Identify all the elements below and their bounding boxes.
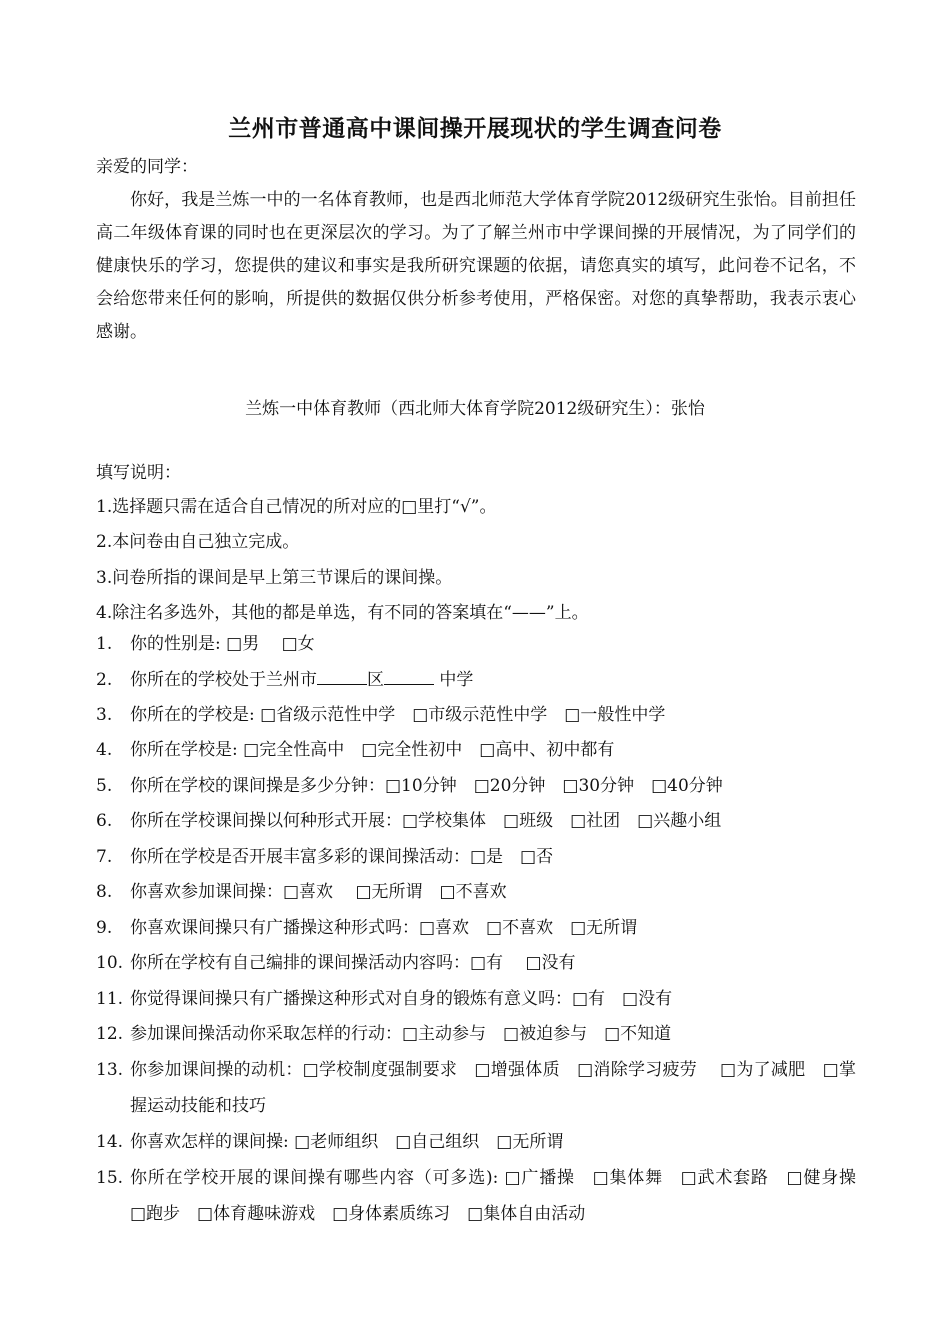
question-text[interactable]: 你所在学校是: □完全性高中 □完全性初中 □高中、初中都有 xyxy=(130,740,615,760)
question-number: 3. xyxy=(96,705,113,725)
district-blank[interactable] xyxy=(317,670,367,685)
question-text[interactable]: 你所在学校的课间操是多少分钟：□10分钟 □20分钟 □30分钟 □40分钟 xyxy=(130,776,723,796)
question-number: 12. xyxy=(96,1024,124,1044)
question-number: 11. xyxy=(96,989,124,1009)
question-13 xyxy=(96,1052,856,1124)
question-8 xyxy=(96,874,856,910)
question-number: 13. xyxy=(96,1060,124,1080)
greeting: 亲爱的同学： xyxy=(96,157,198,177)
question-text[interactable]: 你所在的学校是: □省级示范性中学 □市级示范性中学 □一般性中学 xyxy=(130,705,666,725)
instruction-item: 3.问卷所指的课间是早上第三节课后的课间操。 xyxy=(96,568,453,588)
question-text[interactable]: 你所在学校开展的课间操有哪些内容（可多选): □广播操 □集体舞 □武术套路 □健身操 □跑步 □体育趣味游戏 □身体素质练习 □集体自由活动 xyxy=(130,1168,873,1224)
question-text[interactable]: 你所在学校是否开展丰富多彩的课间操活动：□是 □否 xyxy=(130,847,554,867)
question-9 xyxy=(96,910,856,946)
question-text[interactable]: 你喜欢怎样的课间操: □老师组织 □自己组织 □无所谓 xyxy=(130,1132,564,1152)
question-number: 9. xyxy=(96,918,113,938)
question-14 xyxy=(96,1124,856,1160)
question-10 xyxy=(96,945,856,981)
question-number: 14. xyxy=(96,1132,124,1152)
question-6 xyxy=(96,803,856,839)
signature: 兰炼一中体育教师（西北师大体育学院2012级研究生）：张怡 xyxy=(245,399,705,419)
question-15 xyxy=(96,1160,873,1232)
question-text[interactable]: 参加课间操活动你采取怎样的行动：□主动参与 □被迫参与 □不知道 xyxy=(130,1024,672,1044)
instruction-item: 1.选择题只需在适合自己情况的所对应的□里打“√”。 xyxy=(96,497,497,517)
instruction-item: 2.本问卷由自己独立完成。 xyxy=(96,532,300,552)
question-text[interactable]: 你参加课间操的动机：□学校制度强制要求 □增强体质 □消除学习疲劳 □为了减肥 □掌握运动技能和技巧 xyxy=(130,1060,856,1116)
question-1 xyxy=(96,626,856,662)
question-text[interactable]: 你所在学校课间操以何种形式开展：□学校集体 □班级 □社团 □兴趣小组 xyxy=(130,811,722,831)
question-5 xyxy=(96,768,856,804)
question-11 xyxy=(96,981,856,1017)
question-number: 6. xyxy=(96,811,113,831)
question-number: 4. xyxy=(96,740,113,760)
question-text[interactable]: 你觉得课间操只有广播操这种形式对自身的锻炼有意义吗：□有 □没有 xyxy=(130,989,673,1009)
intro-paragraph: 你好，我是兰炼一中的一名体育教师，也是西北师范大学体育学院2012级研究生张怡。目前担任高二年级体育课的同时也在更深层次的学习。为了了解兰州市中学课间操的开展情况，为了同学们的健康快乐的学习，您提供的建议和事实是我所研究课题的依据，请您真实的填写，此问卷不记名，不会给您带来任何的影响，所提供的数据仅供分析参考使用，严格保密。对您的真挚帮助，我表示衷心感谢。 xyxy=(96,190,856,342)
question-3 xyxy=(96,697,856,733)
question-number: 8. xyxy=(96,882,113,902)
instructions-heading: 填写说明： xyxy=(96,463,181,483)
question-number: 1. xyxy=(96,634,113,654)
instruction-item: 4.除注名多选外，其他的都是单选，有不同的答案填在“——”上。 xyxy=(96,603,589,623)
question-number: 7. xyxy=(96,847,113,867)
question-text-part: 中学 xyxy=(434,670,474,690)
question-number: 15. xyxy=(96,1168,124,1188)
question-text xyxy=(130,662,856,698)
school-blank[interactable] xyxy=(384,670,434,685)
question-7 xyxy=(96,839,856,875)
question-text[interactable]: 你的性别是: □男 □女 xyxy=(130,634,315,654)
document-title: 兰州市普通高中课间操开展现状的学生调查问卷 xyxy=(228,115,722,142)
question-text[interactable]: 你喜欢参加课间操：□喜欢 □无所谓 □不喜欢 xyxy=(130,882,507,902)
question-text-part: 区 xyxy=(367,670,384,690)
question-number: 2. xyxy=(96,670,113,690)
question-12 xyxy=(96,1016,856,1052)
question-number: 5. xyxy=(96,776,113,796)
question-2 xyxy=(96,662,856,698)
question-number: 10. xyxy=(96,953,124,973)
question-text[interactable]: 你所在学校有自己编排的课间操活动内容吗：□有 □没有 xyxy=(130,953,576,973)
question-text-part: 你所在的学校处于兰州市 xyxy=(130,670,317,690)
question-4 xyxy=(96,732,856,768)
question-text[interactable]: 你喜欢课间操只有广播操这种形式吗：□喜欢 □不喜欢 □无所谓 xyxy=(130,918,638,938)
